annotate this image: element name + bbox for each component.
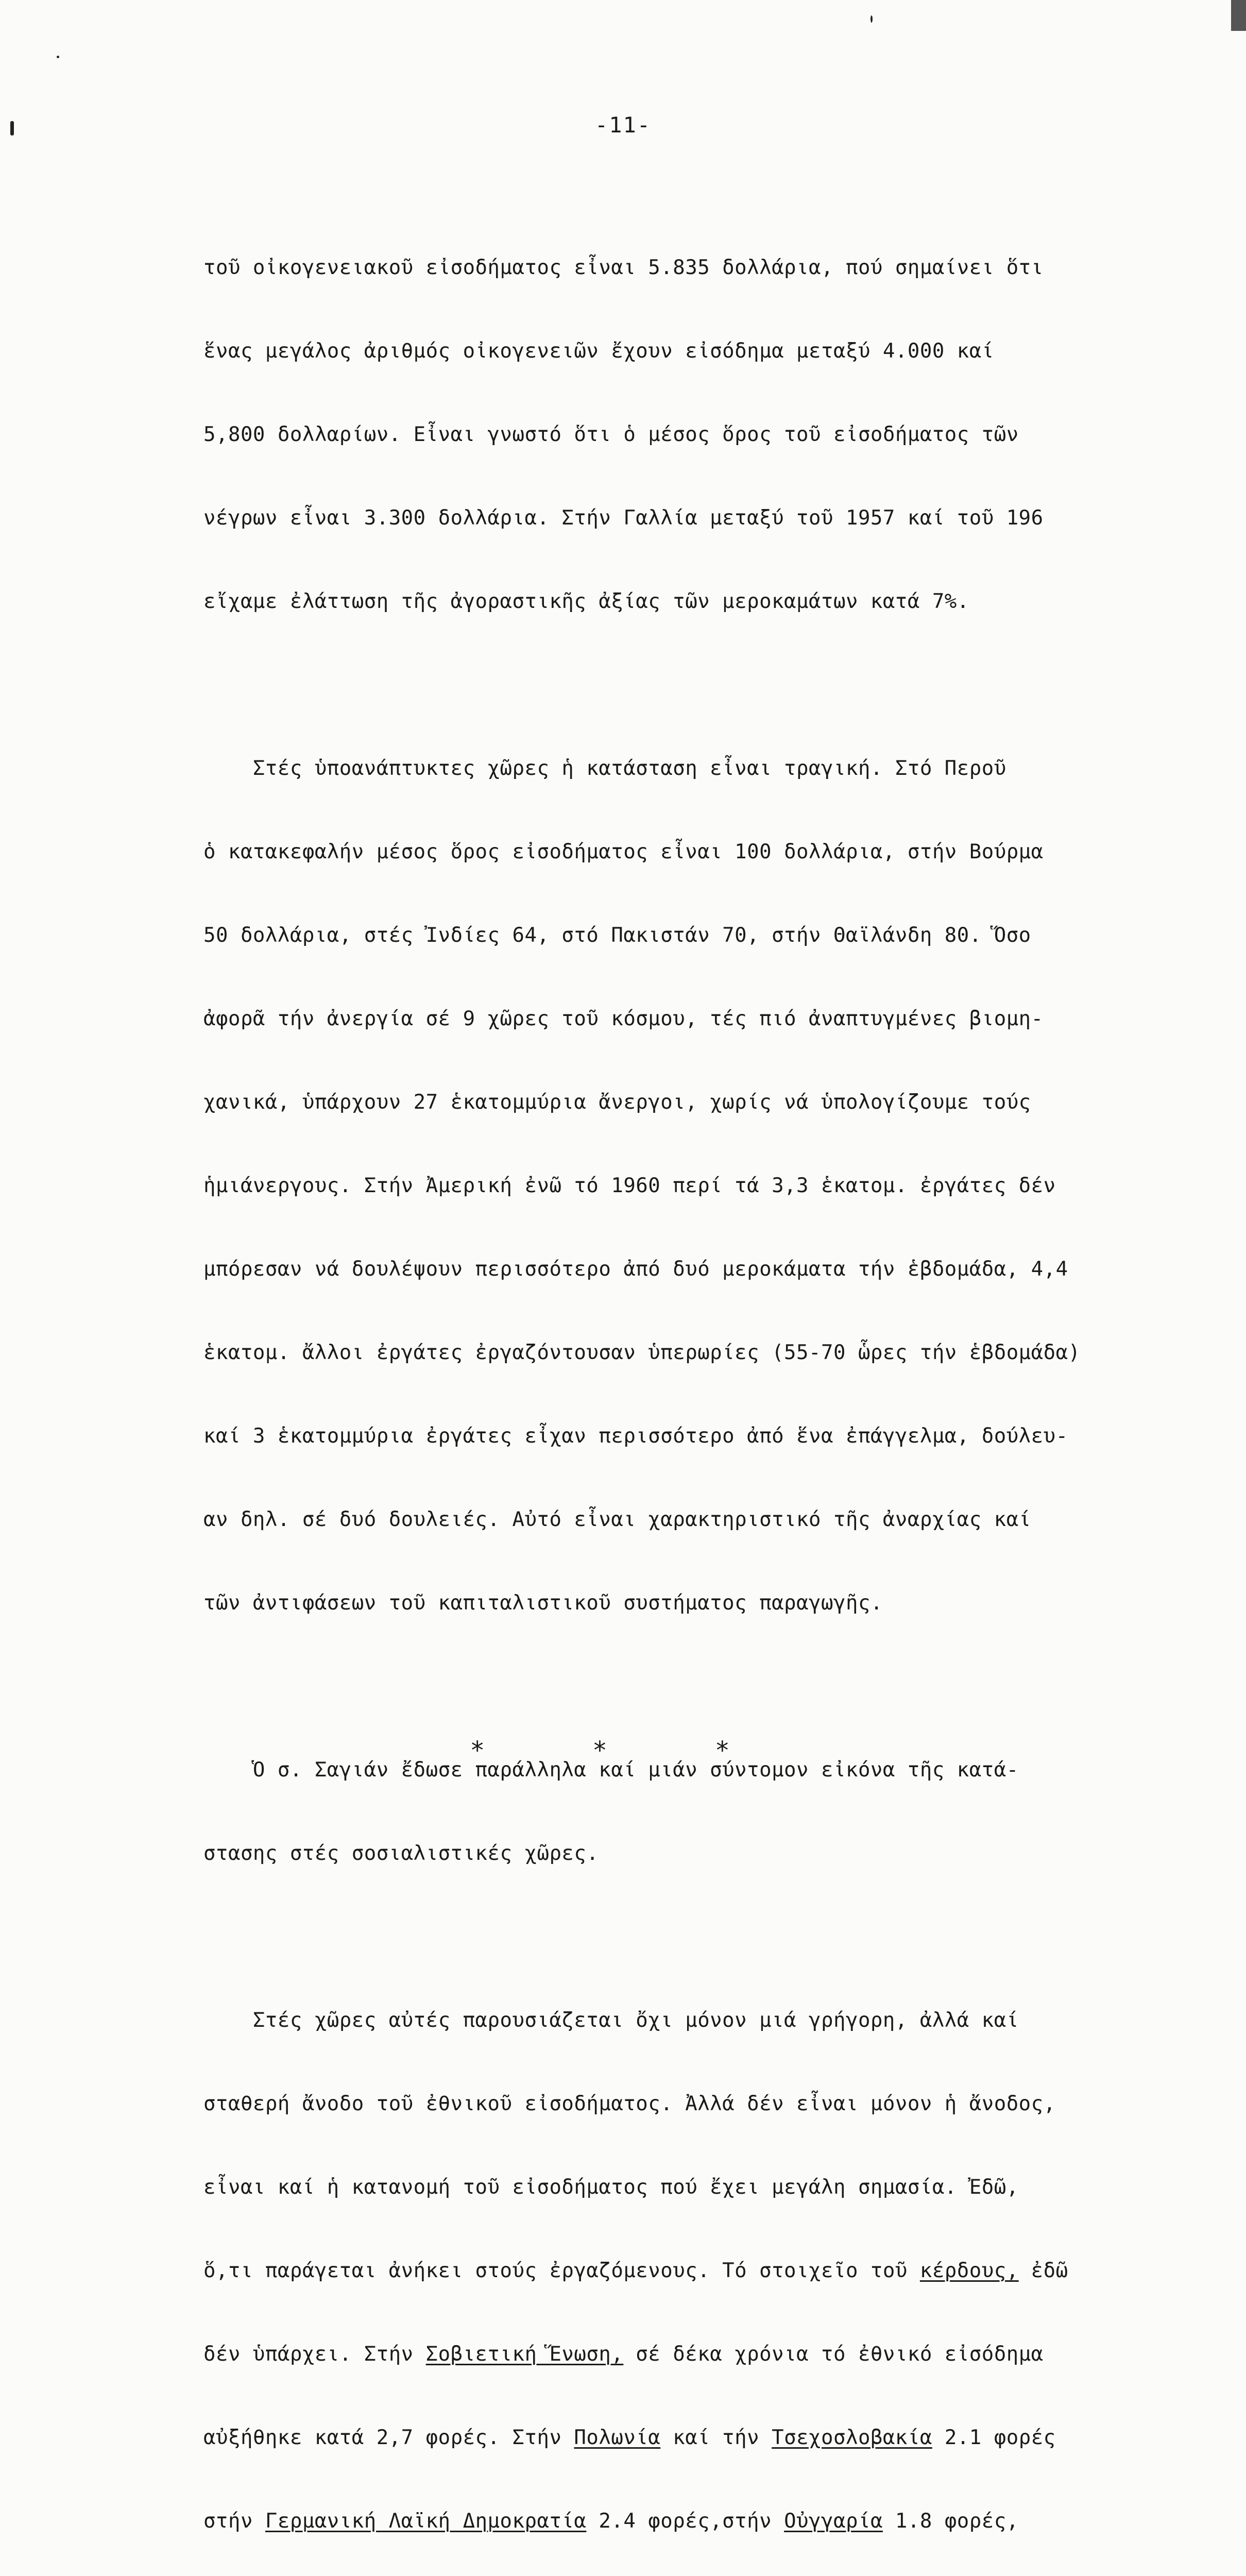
- text-line: ἀφορᾶ τήν ἀνεργία σέ 9 χῶρες τοῦ κόσμου, τές πιό ἀναπτυγμένες βιομη-: [203, 1007, 1044, 1030]
- underlined-term: Τσεχοσλοβακία: [772, 2426, 932, 2449]
- section-end-asterisks: * * *: [470, 1736, 776, 1765]
- underlined-term: Οὐγγαρία: [784, 2510, 883, 2533]
- text-line: ὁ κατακεφαλήν μέσος ὅρος εἰσοδήματος εἶναι 100 δολλάρια, στήν Βούρμα: [203, 840, 1044, 863]
- text-run: σέ δέκα χρόνια τό ἐθνικό εἰσόδημα: [623, 2343, 1044, 2366]
- underlined-term: Σοβιετική Ἕνωση,: [425, 2343, 624, 2366]
- text-run: στήν: [203, 2510, 265, 2533]
- scan-speck: [57, 56, 59, 58]
- text-line: σταθερή ἄνοδο τοῦ ἐθνικοῦ εἰσοδήματος. Ἀλλά δέν εἶναι μόνον ἡ ἄνοδος,: [203, 2092, 1056, 2115]
- text-line: Στές ὑποανάπτυκτες χῶρες ἡ κατάσταση εἶναι τραγική. Στό Περοῦ: [203, 757, 1006, 780]
- page-number: -11-: [594, 112, 652, 138]
- text-run: καί τήν: [660, 2426, 772, 2449]
- paragraph: [203, 1701, 1162, 1923]
- paragraph: [203, 699, 1162, 1673]
- text-line: [203, 2257, 1162, 2285]
- text-line: χανικά, ὑπάρχουν 27 ἑκατομμύρια ἄνεργοι, χωρίς νά ὑπολογίζουμε τούς: [203, 1091, 1031, 1114]
- text-line: στασης στές σοσιαλιστικές χῶρες.: [203, 1842, 599, 1865]
- text-line: Στές χῶρες αὐτές παρουσιάζεται ὄχι μόνον μιά γρήγορη, ἀλλά καί: [203, 2009, 1019, 2032]
- text-line: εἶναι καί ἡ κατανομή τοῦ εἰσοδήματος πού ἔχει μεγάλη σημασία. Ἐδῶ,: [203, 2176, 1019, 2199]
- document-body: [203, 198, 1162, 2576]
- text-line: [203, 2507, 1162, 2535]
- text-line: νέγρων εἶναι 3.300 δολλάρια. Στήν Γαλλία μεταξύ τοῦ 1957 καί τοῦ 196: [203, 506, 1044, 530]
- text-line: 5,800 δολλαρίων. Εἶναι γνωστό ὅτι ὁ μέσος ὅρος τοῦ εἰσοδήματος τῶν: [203, 423, 1019, 446]
- text-line: ἡμιάνεργους. Στήν Ἀμερική ἐνῶ τό 1960 περί τά 3,3 ἑκατομ. ἐργάτες δέν: [203, 1174, 1056, 1197]
- text-run: 2.4 φορές,στήν: [586, 2510, 784, 2533]
- text-line: [203, 2341, 1162, 2368]
- text-line: τῶν ἀντιφάσεων τοῦ καπιταλιστικοῦ συστήματος παραγωγῆς.: [203, 1591, 883, 1615]
- underlined-term: κέρδους,: [919, 2259, 1019, 2282]
- text-run: ὅ,τι παράγεται ἀνήκει στούς ἐργαζόμενους. Τό στοιχεῖο τοῦ: [203, 2259, 920, 2282]
- scan-speck: [871, 15, 873, 23]
- text-line: [203, 2424, 1162, 2452]
- text-run: δέν ὑπάρχει. Στήν: [203, 2343, 426, 2366]
- text-line: καί 3 ἑκατομμύρια ἐργάτες εἶχαν περισσότερο ἀπό ἕνα ἐπάγγελμα, δούλευ-: [203, 1425, 1068, 1448]
- text-run: ἐδῶ: [1018, 2259, 1068, 2282]
- text-line: 50 δολλάρια, στές Ἰνδίες 64, στό Πακιστάν 70, στήν Θαϊλάνδη 80. Ὅσο: [203, 924, 1031, 947]
- text-run: 1.8 φορές,: [882, 2510, 1019, 2533]
- text-run: 2.1 φορές: [932, 2426, 1056, 2449]
- scan-speck: [1231, 0, 1246, 31]
- text-run: αὐξήθηκε κατά 2,7 φορές. Στήν: [203, 2426, 574, 2449]
- paragraph-socialist-countries: [203, 1951, 1162, 2576]
- underlined-term: Πολωνία: [574, 2426, 661, 2449]
- text-line: ἑκατομ. ἄλλοι ἐργάτες ἐργαζόντουσαν ὑπερωρίες (55-70 ὧρες τήν ἑβδομάδα): [203, 1341, 1081, 1364]
- text-line: αν δηλ. σέ δυό δουλειές. Αὐτό εἶναι χαρακτηριστικό τῆς ἀναρχίας καί: [203, 1508, 1031, 1531]
- text-line: τοῦ οἰκογενειακοῦ εἰσοδήματος εἶναι 5.835 δολλάρια, πού σημαίνει ὅτι: [203, 256, 1044, 279]
- paragraph: [203, 198, 1162, 671]
- text-line: εἴχαμε ἐλάττωση τῆς ἀγοραστικῆς ἀξίας τῶν μεροκαμάτων κατά 7%.: [203, 590, 969, 613]
- text-line: μπόρεσαν νά δουλέψουν περισσότερο ἀπό δυό μεροκάματα τήν ἑβδομάδα, 4,4: [203, 1258, 1068, 1281]
- text-line: Ὁ σ. Σαγιάν ἔδωσε παράλληλα καί μιάν σύντομον εἰκόνα τῆς κατά-: [203, 1758, 1019, 1782]
- underlined-term: Γερμανική Λαϊκή Δημοκρατία: [265, 2510, 587, 2533]
- text-line: ἕνας μεγάλος ἀριθμός οἰκογενειῶν ἔχουν εἰσόδημα μεταξύ 4.000 καί: [203, 340, 994, 363]
